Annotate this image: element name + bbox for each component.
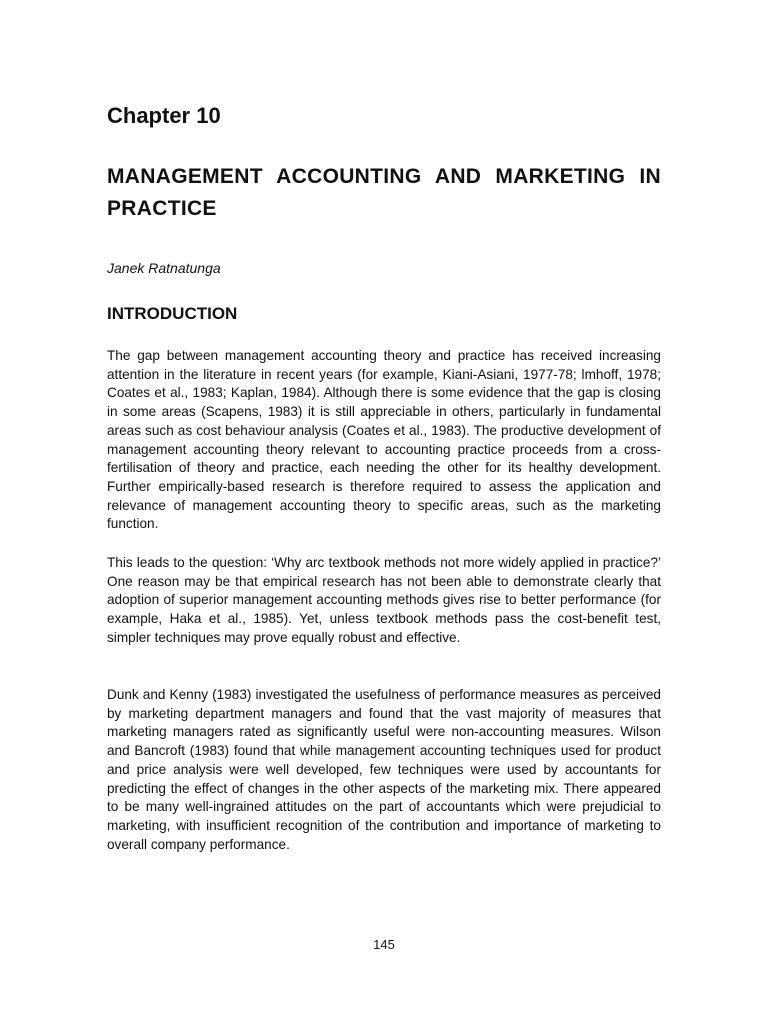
page-number: 145 [373, 937, 395, 952]
section-heading: INTRODUCTION [107, 304, 238, 323]
author-name: Janek Ratnatunga [107, 260, 221, 276]
body-paragraph: Dunk and Kenny (1983) investigated the usefulness of performance measures as perceived by marketing department managers and found that the vast majority of measures that marketing managers rated as significantly useful were non-accounting measures. Wilson and Bancroft (1983) found that while management accounting techniques used for product and price analysis were well developed, few techniques were used by accountants for predicting the effect of changes in the other aspects of the marketing mix. There appeared to be many well-ingrained attitudes on the part of accountants which were prejudicial to marketing, with insufficient recognition of the contribution and importance of marketing to overall company performance. [107, 687, 661, 852]
chapter-title: MANAGEMENT ACCOUNTING AND MARKETING IN PRACTICE [107, 165, 661, 220]
body-paragraph: The gap between management accounting theory and practice has received increasing attention in the literature in recent years (for example, Kiani-Asiani, 1977-78; lmhoff, 1978; Coates et al., 1983; Kaplan, 1984). Although there is some evidence that the gap is closing in some areas (Scapens, 1983) it is still appreciable in others, particularly in fundamental areas such as cost behaviour analysis (Coates et al., 1983). The productive development of management accounting theory relevant to accounting practice proceeds from a cross-fertilisation of theory and practice, each needing the other for its healthy development. Further empirically-based research is therefore required to assess the application and relevance of management accounting theory to specific areas, such as the marketing function. [107, 348, 661, 532]
body-paragraph: This leads to the question: ‘Why arc textbook methods not more widely applied in practice?’ One reason may be that empirical research has not been able to demonstrate clearly that adoption of superior management accounting methods gives rise to better performance (for example, Haka et al., 1985). Yet, unless textbook methods pass the cost-benefit test, simpler techniques may prove equally robust and effective. [107, 555, 661, 645]
chapter-label: Chapter 10 [107, 103, 221, 128]
